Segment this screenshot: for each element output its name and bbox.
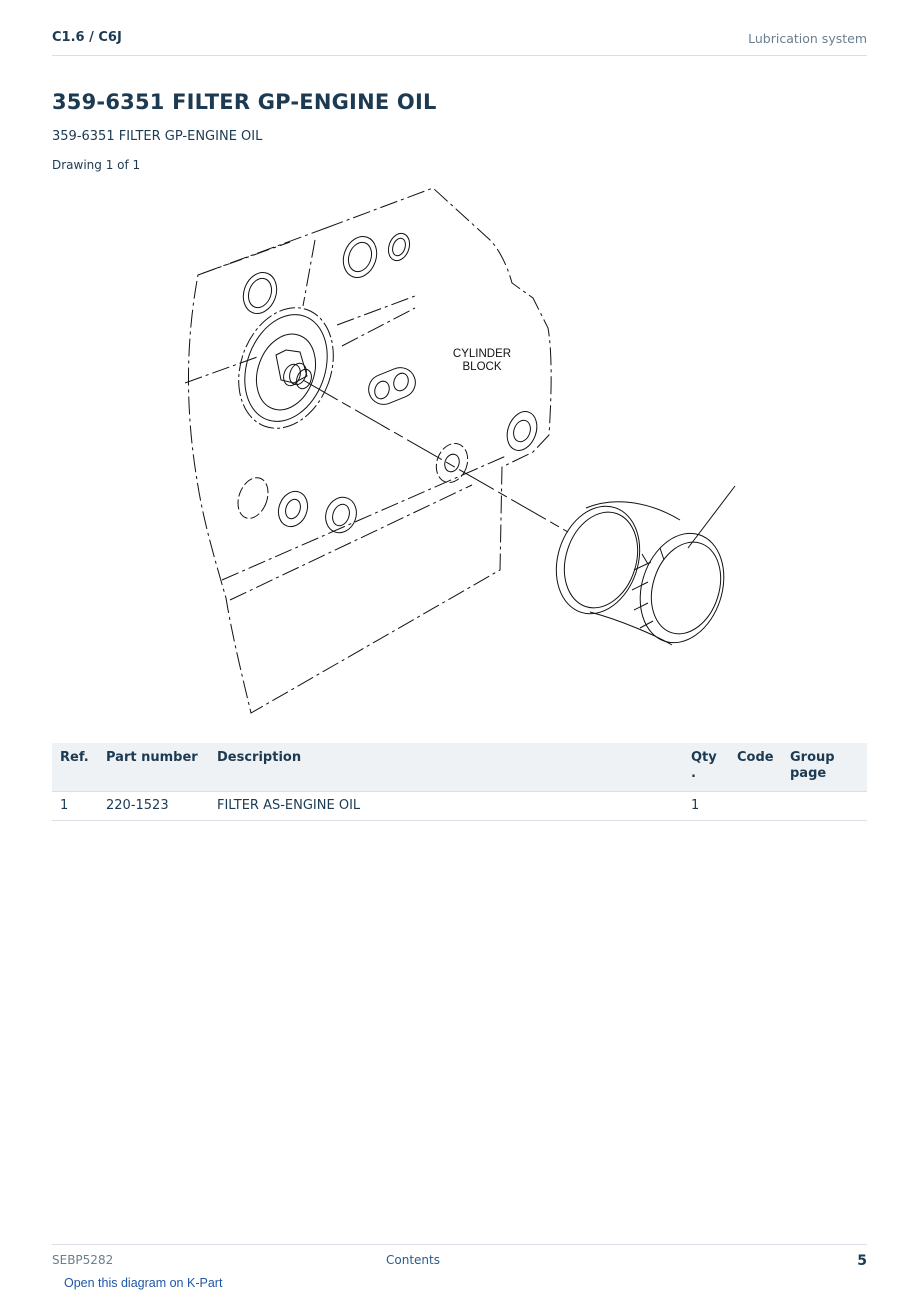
page-header (52, 28, 867, 56)
col-header-ref: Ref. (52, 743, 98, 792)
col-header-qty-line1: Qty (691, 750, 717, 765)
col-header-qty-line2: . (691, 766, 696, 781)
page-title: 359-6351 FILTER GP-ENGINE OIL (52, 90, 437, 114)
cell-description: FILTER AS-ENGINE OIL (209, 792, 683, 821)
col-header-group-page-line2: page (790, 766, 827, 781)
cylinder-block-outline (185, 188, 551, 713)
kpart-link[interactable]: Open this diagram on K-Part (64, 1276, 223, 1290)
model-label: C1.6 / C6J (52, 30, 122, 45)
col-header-group-page (782, 743, 867, 792)
table-header-row (52, 743, 867, 792)
page-number: 5 (857, 1253, 867, 1269)
oil-filter (543, 495, 737, 653)
cell-ref: 1 (52, 792, 98, 821)
section-label: Lubrication system (748, 31, 867, 46)
col-header-part-number: Part number (98, 743, 209, 792)
contents-link[interactable]: Contents (386, 1253, 440, 1267)
parts-diagram (160, 180, 760, 730)
col-header-code: Code (729, 743, 782, 792)
cell-part-number: 220-1523 (98, 792, 209, 821)
col-header-qty (683, 743, 729, 792)
drawing-count-label: Drawing 1 of 1 (52, 158, 141, 172)
page-subtitle: 359-6351 FILTER GP-ENGINE OIL (52, 129, 263, 144)
col-header-group-page-line1: Group (790, 750, 835, 765)
cylinder-block-label: BLOCK (462, 361, 502, 373)
parts-table (52, 743, 867, 821)
oblong-port (364, 363, 420, 409)
table-row (52, 792, 867, 821)
cell-code (729, 792, 782, 821)
callout-leader (688, 486, 735, 548)
cell-group-page (782, 792, 867, 821)
cell-qty: 1 (683, 792, 729, 821)
document-number: SEBP5282 (52, 1253, 114, 1267)
filter-mount-base (223, 294, 350, 441)
assembly-centerline (303, 380, 568, 532)
cylinder-block-label: CYLINDER (452, 348, 512, 360)
col-header-description: Description (209, 743, 683, 792)
